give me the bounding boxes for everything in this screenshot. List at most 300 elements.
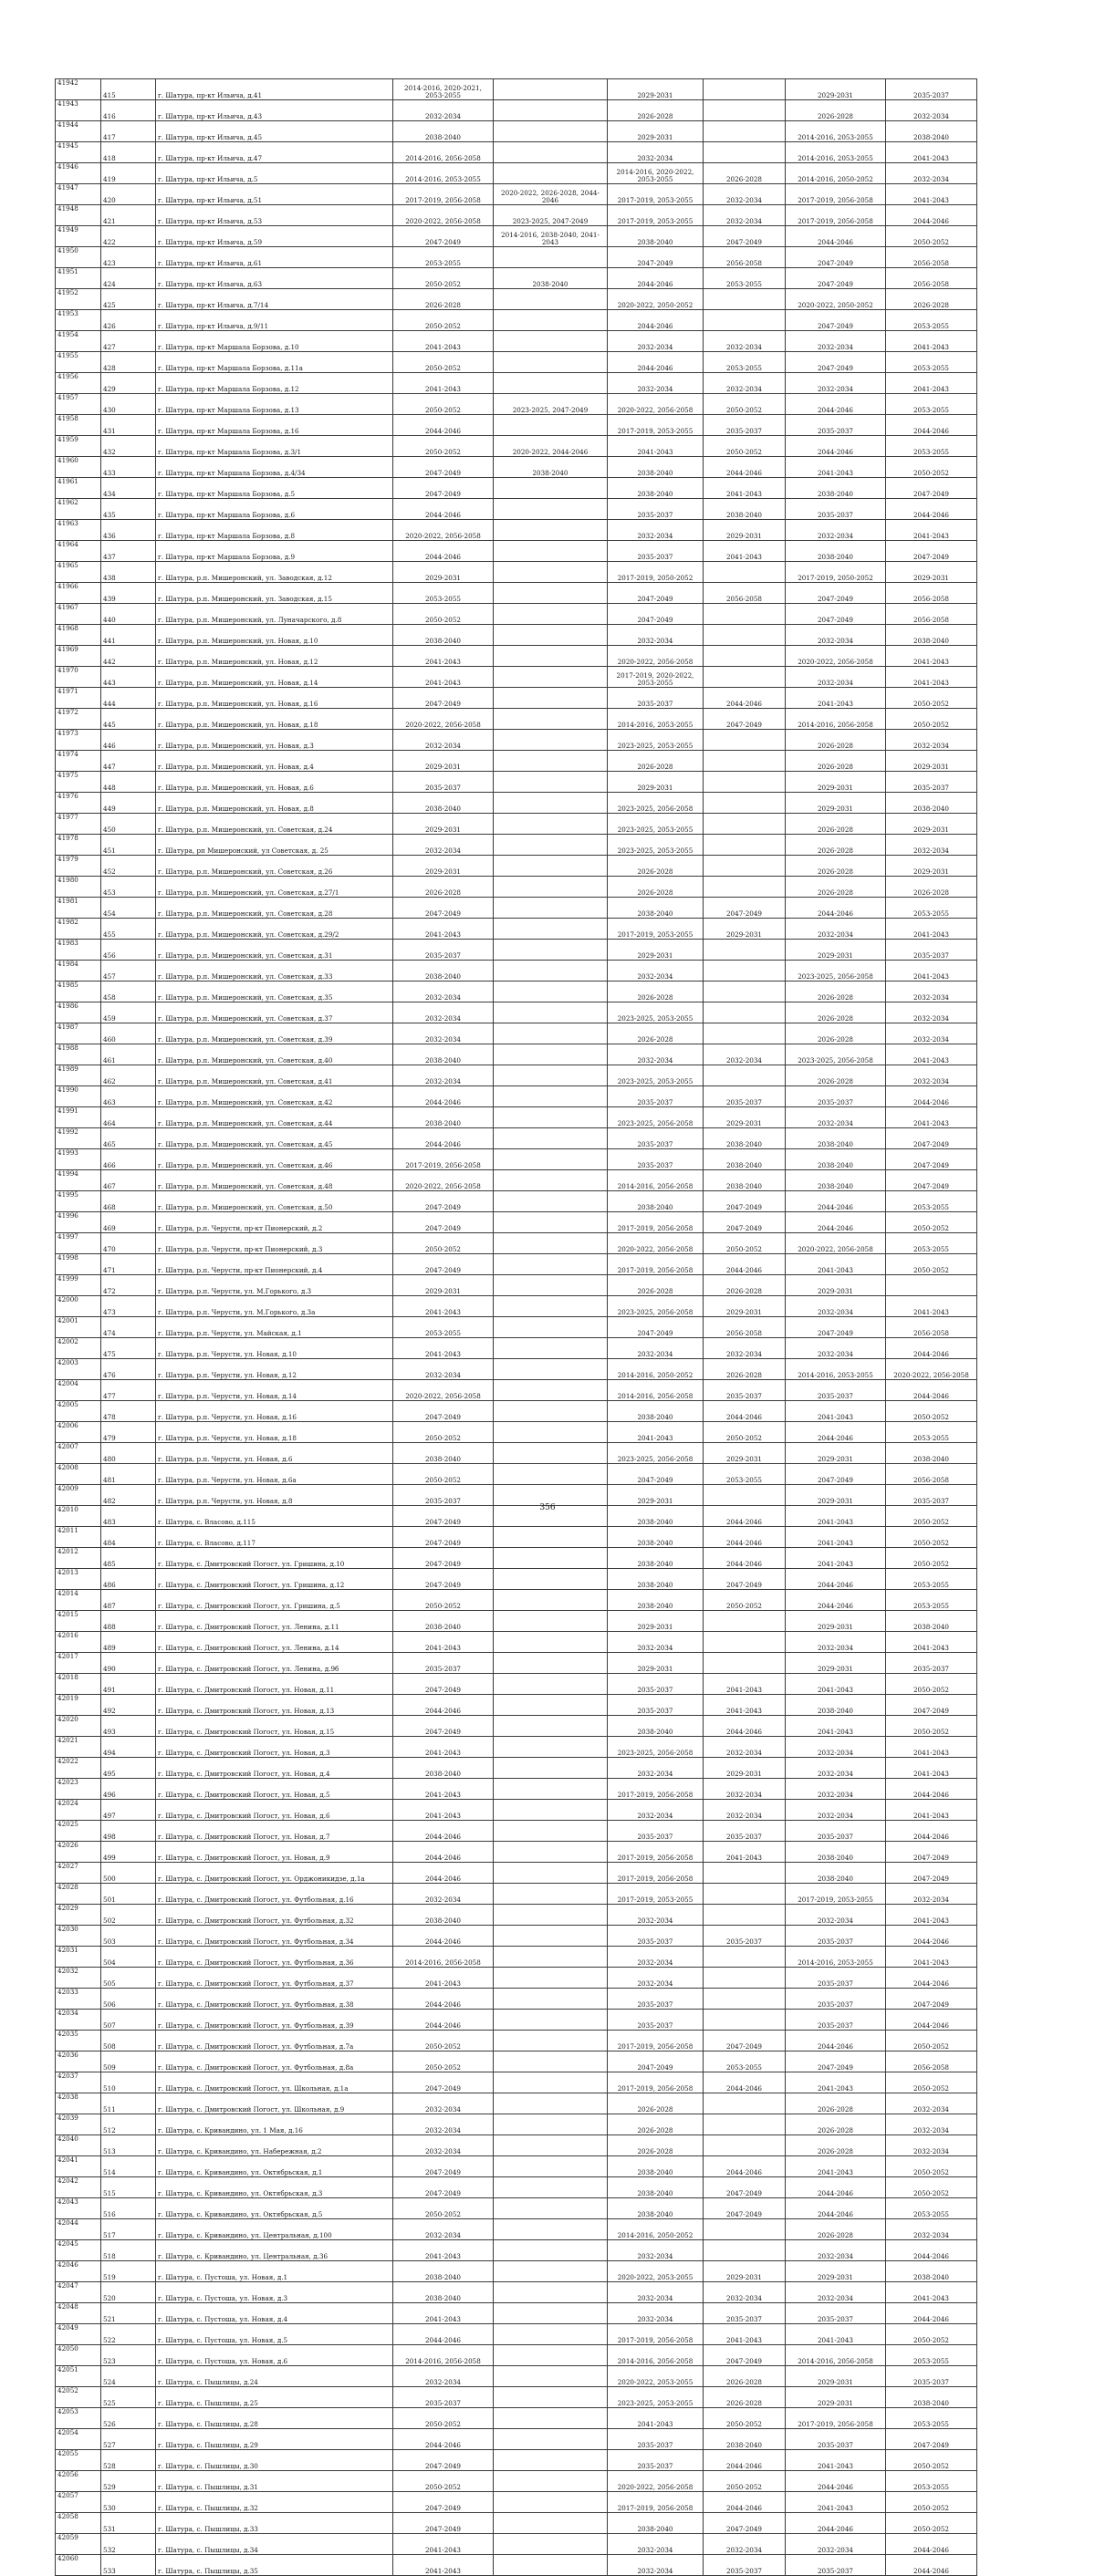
cell-period-4 [704,1884,786,1905]
cell-record-id: 42027 [56,1863,101,1884]
cell-record-id: 41957 [56,394,101,415]
cell-row-number: 481 [101,1464,156,1485]
cell-period-2 [494,373,608,394]
cell-address: г. Шатура, пр-кт Маршала Борзова, д.5 [156,478,393,499]
cell-period-1: 2044-2046 [393,2324,494,2345]
cell-period-1: 2047-2049 [393,226,494,247]
cell-period-5: 2029-2031 [786,1443,886,1464]
cell-row-number: 432 [101,436,156,457]
cell-period-6: 2050-2052 [886,1506,977,1527]
cell-period-3: 2032-2034 [608,2534,704,2555]
cell-period-4: 2047-2049 [704,709,786,730]
table-row [56,2051,977,2072]
cell-period-4: 2032-2034 [704,1800,786,1821]
cell-period-2: 2020-2022, 2044-2046 [494,436,608,457]
cell-period-5: 2026-2028 [786,2114,886,2135]
cell-period-2 [494,310,608,331]
cell-period-5: 2035-2037 [786,1926,886,1947]
cell-period-5: 2026-2028 [786,2219,886,2240]
page-number: 356 [539,1503,556,1512]
table-row [56,1590,977,1611]
cell-period-3: 2038-2040 [608,1401,704,1422]
cell-period-3: 2041-2043 [608,436,704,457]
cell-row-number: 524 [101,2366,156,2387]
cell-record-id: 42006 [56,1422,101,1443]
cell-period-4: 2047-2049 [704,1191,786,1212]
cell-period-4 [704,1611,786,1632]
cell-address: г. Шатура, р.п. Мишеронский, ул. Советская, д.50 [156,1191,393,1212]
cell-period-5: 2032-2034 [786,1737,886,1758]
cell-row-number: 478 [101,1401,156,1422]
cell-period-5: 2026-2028 [786,1065,886,1086]
table-row [56,184,977,205]
cell-period-1: 2014-2016, 2020-2021, 2053-2055 [393,79,494,100]
table-row [56,1317,977,1338]
cell-address: г. Шатура, с. Пышлицы, д.25 [156,2387,393,2408]
table-row [56,583,977,604]
cell-period-5: 2032-2034 [786,373,886,394]
cell-row-number: 444 [101,688,156,709]
cell-period-1: 2050-2052 [393,1422,494,1443]
cell-period-2 [494,646,608,667]
cell-period-4 [704,625,786,646]
cell-period-2 [494,919,608,940]
cell-row-number: 506 [101,1989,156,2010]
cell-row-number: 461 [101,1044,156,1065]
cell-period-6: 2056-2058 [886,268,977,289]
cell-period-2 [494,1443,608,1464]
cell-period-6: 2050-2052 [886,1674,977,1695]
cell-period-4 [704,982,786,1002]
cell-period-3: 2023-2025, 2053-2055 [608,1002,704,1023]
cell-period-3: 2026-2028 [608,877,704,898]
cell-row-number: 451 [101,835,156,856]
table-row [56,394,977,415]
cell-address: г. Шатура, пр-кт Маршала Борзова, д.13 [156,394,393,415]
cell-period-5: 2041-2043 [786,457,886,478]
cell-record-id: 41997 [56,1233,101,1254]
cell-period-5: 2047-2049 [786,604,886,625]
cell-period-4 [704,2219,786,2240]
cell-address: г. Шатура, р.п. Мишеронский, ул. Советская, д.31 [156,940,393,961]
cell-period-3: 2032-2034 [608,1947,704,1968]
cell-address: г. Шатура, с. Дмитровский Погост, ул. Новая, д.7 [156,1821,393,1842]
cell-period-1: 2014-2016, 2056-2058 [393,142,494,163]
cell-period-2 [494,2303,608,2324]
cell-period-1: 2032-2034 [393,982,494,1002]
cell-period-2 [494,2051,608,2072]
table-row [56,1212,977,1233]
cell-period-2 [494,2555,608,2576]
cell-record-id: 41964 [56,541,101,562]
cell-period-6: 2041-2043 [886,331,977,352]
cell-record-id: 42044 [56,2219,101,2240]
cell-period-6: 2053-2055 [886,352,977,373]
table-row [56,2072,977,2093]
cell-period-4: 2032-2034 [704,205,786,226]
cell-address: г. Шатура, пр-кт Маршала Борзова, д.10 [156,331,393,352]
cell-address: г. Шатура, р.п. Черусти, пр-кт Пионерский, д.3 [156,1233,393,1254]
cell-period-2 [494,1044,608,1065]
cell-period-1: 2020-2022, 2056-2058 [393,520,494,541]
cell-period-1: 2044-2046 [393,1821,494,1842]
cell-row-number: 480 [101,1443,156,1464]
cell-record-id: 41965 [56,562,101,583]
cell-period-1: 2050-2052 [393,1590,494,1611]
cell-row-number: 530 [101,2492,156,2513]
table-row [56,877,977,898]
cell-period-5: 2041-2043 [786,2492,886,2513]
cell-address: г. Шатура, с. Дмитровский Погост, ул. Футбольная, д.34 [156,1926,393,1947]
cell-period-5: 2038-2040 [786,1170,886,1191]
cell-period-5: 2035-2037 [786,1968,886,1989]
cell-period-1: 2050-2052 [393,2031,494,2051]
table-row [56,1674,977,1695]
cell-address: г. Шатура, рп Мишеронский, ул Советская, д. 25 [156,835,393,856]
cell-record-id: 42034 [56,2010,101,2031]
cell-row-number: 464 [101,1107,156,1128]
cell-period-4: 2050-2052 [704,2408,786,2429]
cell-record-id: 42047 [56,2282,101,2303]
cell-record-id: 41985 [56,982,101,1002]
cell-record-id: 42000 [56,1296,101,1317]
cell-period-4: 2041-2043 [704,1842,786,1863]
cell-period-4: 2038-2040 [704,2429,786,2450]
cell-period-2 [494,1128,608,1149]
cell-row-number: 520 [101,2282,156,2303]
cell-period-5: 2017-2019, 2050-2052 [786,562,886,583]
table-row [56,898,977,919]
cell-period-1: 2041-2043 [393,1296,494,1317]
cell-period-1: 2038-2040 [393,1044,494,1065]
cell-row-number: 455 [101,919,156,940]
cell-period-4 [704,667,786,688]
cell-record-id: 42043 [56,2198,101,2219]
cell-period-2 [494,478,608,499]
cell-period-2 [494,2534,608,2555]
cell-address: г. Шатура, пр-кт Маршала Борзова, д.3/1 [156,436,393,457]
table-row [56,2303,977,2324]
cell-period-5: 2035-2037 [786,2010,886,2031]
cell-period-5: 2047-2049 [786,1464,886,1485]
cell-row-number: 517 [101,2219,156,2240]
cell-period-3: 2032-2034 [608,2303,704,2324]
cell-address: г. Шатура, с. Власово, д.115 [156,1506,393,1527]
cell-period-1: 2041-2043 [393,1632,494,1653]
cell-record-id: 41989 [56,1065,101,1086]
cell-row-number: 492 [101,1695,156,1716]
cell-address: г. Шатура, р.п. Мишеронский, ул. Советская, д.39 [156,1023,393,1044]
cell-period-3: 2038-2040 [608,1569,704,1590]
table-row [56,1086,977,1107]
cell-period-6: 2041-2043 [886,1800,977,1821]
cell-period-1: 2047-2049 [393,2156,494,2177]
cell-period-2 [494,1947,608,1968]
cell-period-6: 2050-2052 [886,1254,977,1275]
cell-address: г. Шатура, с. Кривандино, ул. Октябрьская, д.5 [156,2198,393,2219]
cell-period-2 [494,1170,608,1191]
cell-period-2 [494,1905,608,1926]
cell-period-6: 2035-2037 [886,940,977,961]
cell-address: г. Шатура, с. Дмитровский Погост, ул. Футбольная, д.39 [156,2010,393,2031]
cell-record-id: 41975 [56,772,101,793]
cell-period-5: 2020-2022, 2056-2058 [786,646,886,667]
cell-row-number: 463 [101,1086,156,1107]
table-row [56,1296,977,1317]
table-row [56,1548,977,1569]
cell-period-5: 2017-2019, 2056-2058 [786,184,886,205]
cell-period-5: 2038-2040 [786,1863,886,1884]
cell-period-2 [494,1023,608,1044]
cell-period-4: 2050-2052 [704,394,786,415]
cell-period-4: 2044-2046 [704,1716,786,1737]
cell-record-id: 42018 [56,1674,101,1695]
cell-period-5: 2029-2031 [786,1275,886,1296]
cell-period-3: 2032-2034 [608,373,704,394]
cell-period-6: 2035-2037 [886,772,977,793]
cell-period-1: 2041-2043 [393,1800,494,1821]
cell-period-3: 2020-2022, 2050-2052 [608,289,704,310]
cell-period-3: 2026-2028 [608,2093,704,2114]
cell-record-id: 42011 [56,1527,101,1548]
cell-period-4: 2029-2031 [704,1296,786,1317]
table-row [56,1989,977,2010]
cell-period-3: 2032-2034 [608,1338,704,1359]
cell-period-2 [494,331,608,352]
table-row [56,478,977,499]
cell-address: г. Шатура, с. Дмитровский Погост, ул. Новая, д.6 [156,1800,393,1821]
cell-period-2 [494,1527,608,1548]
cell-period-5: 2041-2043 [786,2324,886,2345]
cell-address: г. Шатура, р.п. Мишеронский, ул. Советская, д.44 [156,1107,393,1128]
cell-row-number: 443 [101,667,156,688]
cell-period-6: 2032-2034 [886,1002,977,1023]
cell-record-id: 42035 [56,2031,101,2051]
cell-period-1: 2017-2019, 2056-2058 [393,184,494,205]
cell-period-6: 2032-2034 [886,730,977,751]
cell-period-4 [704,1065,786,1086]
cell-period-2 [494,121,608,142]
cell-period-4: 2053-2055 [704,1464,786,1485]
cell-period-5: 2041-2043 [786,1548,886,1569]
cell-period-2 [494,352,608,373]
cell-record-id: 42050 [56,2345,101,2366]
cell-address: г. Шатура, с. Кривандино, ул. Набережная, д.2 [156,2135,393,2156]
cell-row-number: 430 [101,394,156,415]
cell-period-3: 2017-2019, 2020-2022, 2053-2055 [608,667,704,688]
cell-record-id: 41978 [56,835,101,856]
cell-record-id: 42048 [56,2303,101,2324]
cell-period-3: 2035-2037 [608,1989,704,2010]
cell-period-5: 2041-2043 [786,2450,886,2471]
cell-period-3: 2035-2037 [608,499,704,520]
cell-period-1: 2047-2049 [393,2513,494,2534]
cell-row-number: 448 [101,772,156,793]
cell-period-2 [494,2450,608,2471]
cell-period-2 [494,1800,608,1821]
cell-period-5: 2035-2037 [786,2429,886,2450]
cell-address: г. Шатура, с. Дмитровский Погост, ул. Новая, д.4 [156,1758,393,1779]
cell-period-2 [494,2471,608,2492]
cell-period-5: 2029-2031 [786,793,886,814]
cell-period-4 [704,100,786,121]
cell-record-id: 42041 [56,2156,101,2177]
cell-row-number: 427 [101,331,156,352]
cell-record-id: 42037 [56,2072,101,2093]
cell-period-4: 2035-2037 [704,1380,786,1401]
cell-period-2 [494,1569,608,1590]
cell-address: г. Шатура, с. Пышлицы, д.30 [156,2450,393,2471]
cell-period-1: 2047-2049 [393,2450,494,2471]
cell-period-2: 2014-2016, 2038-2040, 2041-2043 [494,226,608,247]
cell-record-id: 41971 [56,688,101,709]
cell-period-6: 2032-2034 [886,1065,977,1086]
cell-row-number: 428 [101,352,156,373]
table-row [56,1338,977,1359]
cell-period-3: 2020-2022, 2056-2058 [608,646,704,667]
cell-period-1: 2029-2031 [393,751,494,772]
cell-row-number: 499 [101,1842,156,1863]
cell-period-5: 2047-2049 [786,247,886,268]
table-row [56,2198,977,2219]
cell-period-2 [494,1674,608,1695]
cell-record-id: 41959 [56,436,101,457]
cell-period-5: 2044-2046 [786,1590,886,1611]
table-row [56,646,977,667]
cell-row-number: 446 [101,730,156,751]
cell-row-number: 483 [101,1506,156,1527]
table-row [56,2492,977,2513]
cell-period-2 [494,961,608,982]
cell-row-number: 435 [101,499,156,520]
cell-period-3: 2038-2040 [608,898,704,919]
cell-period-1: 2014-2016, 2056-2058 [393,1947,494,1968]
table-row [56,688,977,709]
cell-period-4 [704,2114,786,2135]
cell-period-1: 2017-2019, 2056-2058 [393,1149,494,1170]
cell-period-2 [494,2156,608,2177]
cell-period-2 [494,100,608,121]
cell-period-5: 2035-2037 [786,1989,886,2010]
cell-row-number: 486 [101,1569,156,1590]
cell-period-3: 2017-2019, 2056-2058 [608,1779,704,1800]
cell-address: г. Шатура, р.п. Черусти, ул. Новая, д.18 [156,1422,393,1443]
cell-period-1: 2038-2040 [393,2282,494,2303]
cell-period-4 [704,877,786,898]
cell-period-4: 2035-2037 [704,2303,786,2324]
cell-record-id: 41972 [56,709,101,730]
cell-period-5: 2044-2046 [786,2471,886,2492]
cell-row-number: 468 [101,1191,156,1212]
table-row [56,1464,977,1485]
cell-period-2 [494,1863,608,1884]
cell-period-5: 2047-2049 [786,352,886,373]
cell-period-4: 2026-2028 [704,2366,786,2387]
cell-period-2 [494,541,608,562]
cell-address: г. Шатура, пр-кт Ильича, д.45 [156,121,393,142]
cell-period-1: 2032-2034 [393,2366,494,2387]
cell-period-5: 2029-2031 [786,2261,886,2282]
cell-address: г. Шатура, р.п. Черусти, ул. М.Горького, д.3а [156,1296,393,1317]
cell-record-id: 41976 [56,793,101,814]
cell-period-5: 2041-2043 [786,2072,886,2093]
cell-period-2 [494,2408,608,2429]
cell-period-3: 2038-2040 [608,2513,704,2534]
cell-period-2: 2038-2040 [494,457,608,478]
cell-row-number: 519 [101,2261,156,2282]
table-row [56,562,977,583]
cell-period-2 [494,2177,608,2198]
cell-record-id: 41968 [56,625,101,646]
cell-address: г. Шатура, с. Дмитровский Погост, ул. Новая, д.3 [156,1737,393,1758]
cell-period-5: 2032-2034 [786,1779,886,1800]
cell-period-2 [494,604,608,625]
cell-period-4: 2050-2052 [704,436,786,457]
cell-period-2 [494,2135,608,2156]
cell-period-4 [704,772,786,793]
cell-period-3: 2032-2034 [608,625,704,646]
cell-period-6: 2047-2049 [886,1863,977,1884]
cell-record-id: 42025 [56,1821,101,1842]
cell-period-4: 2044-2046 [704,688,786,709]
cell-period-4: 2026-2028 [704,1275,786,1296]
cell-row-number: 436 [101,520,156,541]
cell-row-number: 453 [101,877,156,898]
cell-period-2 [494,751,608,772]
cell-address: г. Шатура, р.п. Черусти, ул. Новая, д.14 [156,1380,393,1401]
cell-period-2 [494,1926,608,1947]
table-row [56,1170,977,1191]
cell-period-1: 2029-2031 [393,814,494,835]
cell-period-1: 2044-2046 [393,1863,494,1884]
cell-period-6: 2056-2058 [886,247,977,268]
table-row [56,1863,977,1884]
cell-period-6: 2053-2055 [886,1191,977,1212]
cell-address: г. Шатура, р.п. Мишеронский, ул. Советская, д.33 [156,961,393,982]
cell-address: г. Шатура, с. Пышлицы, д.29 [156,2429,393,2450]
cell-address: г. Шатура, с. Дмитровский Погост, ул. Школьная, д.1а [156,2072,393,2093]
table-row [56,1191,977,1212]
cell-period-1: 2029-2031 [393,856,494,877]
cell-row-number: 423 [101,247,156,268]
cell-address: г. Шатура, с. Дмитровский Погост, ул. Футбольная, д.36 [156,1947,393,1968]
table-row [56,835,977,856]
cell-record-id: 42046 [56,2261,101,2282]
cell-address: г. Шатура, р.п. Мишеронский, ул. Заводская, д.15 [156,583,393,604]
cell-period-4: 2038-2040 [704,1149,786,1170]
cell-row-number: 522 [101,2324,156,2345]
cell-address: г. Шатура, р.п. Мишеронский, ул. Советская, д.27/1 [156,877,393,898]
cell-period-3: 2044-2046 [608,310,704,331]
cell-period-3: 2026-2028 [608,2114,704,2135]
table-row [56,982,977,1002]
cell-period-5: 2032-2034 [786,1905,886,1926]
cell-record-id: 42022 [56,1758,101,1779]
cell-row-number: 532 [101,2534,156,2555]
cell-row-number: 484 [101,1527,156,1548]
cell-period-3: 2020-2022, 2056-2058 [608,2471,704,2492]
cell-period-3: 2014-2016, 2056-2058 [608,1380,704,1401]
cell-period-2 [494,1149,608,1170]
cell-record-id: 41982 [56,919,101,940]
cell-period-6: 2047-2049 [886,1170,977,1191]
table-row [56,1443,977,1464]
table-row [56,1422,977,1443]
cell-period-3: 2017-2019, 2053-2055 [608,1884,704,1905]
cell-period-3: 2038-2040 [608,457,704,478]
cell-period-1: 2035-2037 [393,1653,494,1674]
cell-period-6: 2053-2055 [886,2198,977,2219]
